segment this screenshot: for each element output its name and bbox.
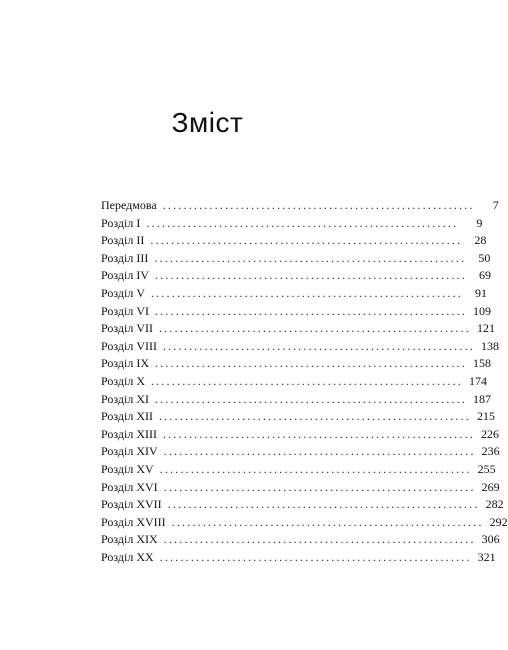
dot-leader: ............................................................ — [154, 250, 467, 265]
dot-leader: ............................................................ — [158, 409, 471, 424]
toc-entry[interactable] — [101, 232, 487, 250]
toc-entry-page-number: 9 — [476, 215, 483, 230]
toc-entry-label: Розділ IX — [101, 356, 149, 371]
toc-entry-page-number: 174 — [469, 373, 487, 388]
toc-entry[interactable] — [101, 549, 496, 567]
toc-entry-label: Передмова — [101, 198, 157, 212]
toc-entry-label: Розділ XIV — [101, 444, 158, 459]
toc-entry-page-number: 121 — [476, 321, 495, 336]
dot-leader: ............................................................ — [155, 268, 467, 283]
toc-entry-label: Розділ XVIII — [101, 514, 166, 529]
toc-entry-page-number: 282 — [485, 497, 504, 512]
toc-entry[interactable] — [101, 514, 508, 532]
toc-entry-label: Розділ XIX — [101, 532, 158, 547]
toc-entry-page-number: 321 — [477, 549, 496, 564]
toc-entry-page-number: 255 — [477, 461, 496, 476]
toc-entry[interactable] — [101, 285, 487, 303]
dot-leader: ............................................................ — [162, 338, 475, 353]
toc-entry-page-number: 91 — [475, 285, 487, 300]
dot-leader: ............................................................ — [151, 373, 463, 388]
toc-entry-label: Розділ XIII — [101, 426, 157, 441]
toc-entry-label: Розділ XX — [101, 549, 154, 564]
toc-entry-label: Розділ XV — [101, 461, 154, 476]
toc-entry-label: Розділ III — [101, 250, 149, 265]
toc-entry-label: Розділ I — [101, 215, 141, 230]
toc-entry-page-number: 109 — [473, 303, 491, 318]
toc-entry-label: Розділ X — [101, 373, 145, 388]
toc-entry-page-number: 187 — [473, 391, 491, 406]
toc-entry-page-number: 269 — [481, 479, 500, 494]
dot-leader: ............................................................ — [159, 461, 472, 476]
dot-leader: ............................................................ — [163, 479, 476, 494]
dot-leader: ............................................................ — [162, 426, 475, 441]
toc-entry-label: Розділ VIII — [101, 338, 157, 353]
dot-leader: ............................................................ — [155, 391, 467, 406]
toc-entry-page-number: 215 — [476, 409, 495, 424]
toc-entry[interactable] — [101, 391, 491, 409]
toc-entry-label: Розділ IV — [101, 268, 149, 283]
toc-entry-label: Розділ II — [101, 233, 145, 248]
dot-leader: ............................................................ — [155, 303, 467, 318]
toc-entry-label: Розділ VII — [101, 321, 153, 336]
toc-entry-label: Розділ VI — [101, 303, 149, 318]
toc-entry-label: Розділ XVII — [101, 497, 162, 512]
toc-entry[interactable] — [101, 303, 491, 321]
toc-entry[interactable] — [101, 267, 491, 285]
dot-leader: ............................................................ — [158, 321, 471, 336]
dot-leader: ............................................................ — [163, 532, 476, 547]
table-of-contents — [101, 197, 508, 566]
toc-entry[interactable] — [101, 496, 504, 514]
dot-leader: ............................................................ — [163, 444, 476, 459]
dot-leader: ............................................................ — [167, 497, 480, 512]
toc-entry[interactable] — [101, 320, 495, 338]
toc-entry[interactable] — [101, 443, 500, 461]
toc-entry-page-number: 50 — [478, 250, 491, 265]
toc-entry-page-number: 236 — [481, 444, 500, 459]
toc-entry-page-number: 28 — [474, 233, 487, 248]
toc-entry-page-number: 292 — [489, 514, 508, 529]
dot-leader: ............................................................ — [159, 549, 472, 564]
toc-entry[interactable] — [101, 355, 491, 373]
toc-entry-page-number: 226 — [480, 426, 499, 441]
toc-entry[interactable] — [101, 215, 483, 233]
dot-leader: ............................................................ — [162, 198, 475, 212]
dot-leader: ............................................................ — [150, 233, 463, 248]
dot-leader: ............................................................ — [171, 514, 484, 529]
toc-entry-page-number: 69 — [479, 268, 491, 283]
toc-entry-page-number: 306 — [481, 532, 500, 547]
dot-leader: ............................................................ — [151, 285, 463, 300]
toc-entry[interactable] — [101, 338, 499, 356]
toc-entry[interactable] — [101, 479, 500, 497]
toc-entry[interactable] — [101, 461, 496, 479]
toc-entry-page-number: 7 — [492, 198, 499, 212]
toc-entry[interactable] — [101, 531, 500, 549]
toc-entry-label: Розділ XVI — [101, 479, 158, 494]
toc-entry-label: Розділ XI — [101, 391, 149, 406]
toc-entry[interactable] — [101, 197, 499, 215]
toc-entry-page-number: 138 — [480, 338, 499, 353]
page-title: Зміст — [171, 107, 244, 138]
toc-entry-label: Розділ V — [101, 285, 145, 300]
dot-leader: ............................................................ — [155, 356, 467, 371]
dot-leader: ............................................................ — [146, 215, 459, 230]
toc-entry-label: Розділ XII — [101, 409, 153, 424]
toc-entry[interactable] — [101, 250, 491, 268]
toc-entry[interactable] — [101, 426, 499, 444]
toc-entry[interactable] — [101, 408, 495, 426]
toc-entry-page-number: 158 — [473, 356, 491, 371]
toc-entry[interactable] — [101, 373, 487, 391]
